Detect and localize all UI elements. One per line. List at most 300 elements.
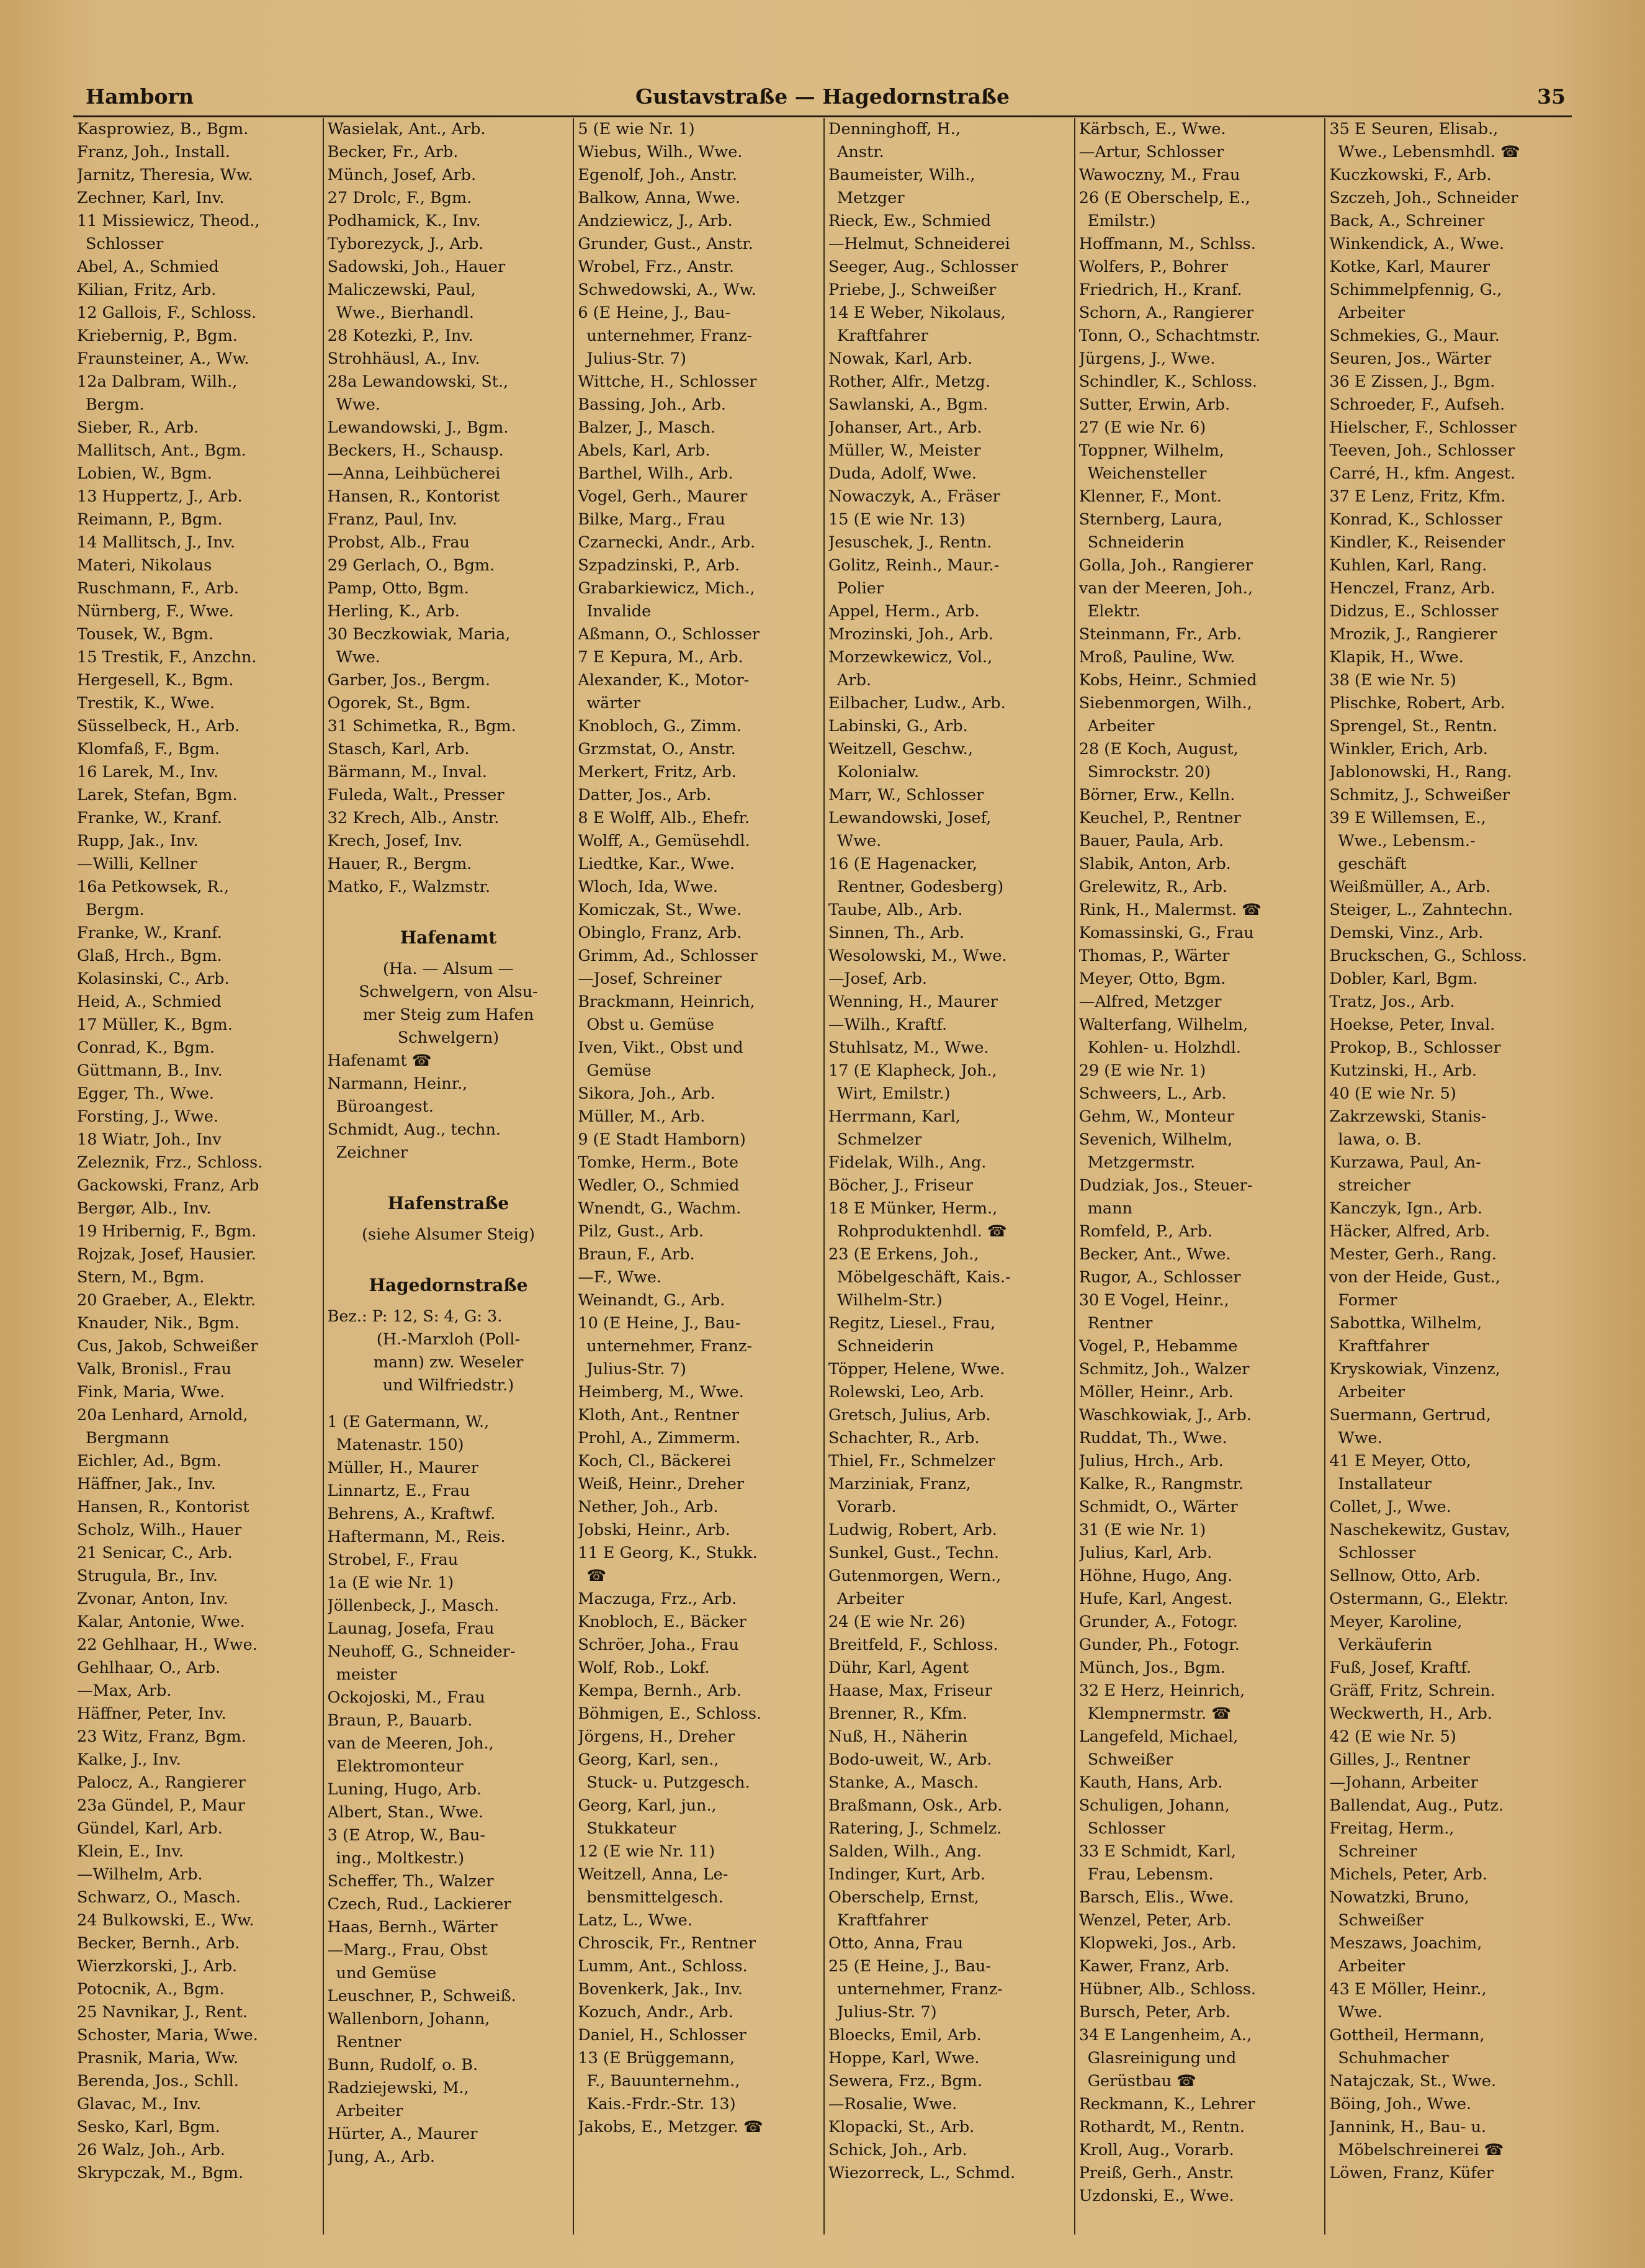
resident-entry: Szpadzinski, P., Arb.	[578, 556, 740, 575]
resident-entry: Sawlanski, A., Bgm.	[828, 395, 988, 414]
resident-entry: Kasprowiez, B., Bgm.	[77, 120, 249, 138]
resident-entry: Wasielak, Ant., Arb.	[327, 120, 486, 138]
resident-entry: Marr, W., Schlosser	[828, 786, 984, 804]
entry-continuation: Schlosser	[1338, 1544, 1416, 1562]
house-number-entry: 23a Gündel, P., Maur	[77, 1796, 245, 1815]
resident-entry: Wiezorreck, L., Schmd.	[828, 2164, 1016, 2182]
resident-entry: Obinglo, Franz, Arb.	[578, 924, 742, 942]
resident-entry: Kuhlen, Karl, Rang.	[1329, 556, 1487, 575]
resident-entry: Knobloch, E., Bäcker	[578, 1613, 746, 1631]
resident-entry: Larek, Stefan, Bgm.	[77, 786, 238, 804]
resident-entry: Häffner, Peter, Inv.	[77, 1704, 226, 1723]
resident-entry: Mallitsch, Ant., Bgm.	[77, 441, 246, 460]
house-number-entry: 39 E Willemsen, E.,	[1329, 809, 1486, 827]
house-number-entry: 25 Navnikar, J., Rent.	[77, 2003, 248, 2022]
house-number-entry: 8 E Wolff, Alb., Ehefr.	[578, 809, 750, 827]
resident-entry: Töpper, Helene, Wwe.	[828, 1360, 1005, 1379]
resident-entry: Sutter, Erwin, Arb.	[1078, 395, 1230, 414]
resident-entry: Heid, A., Schmied	[77, 992, 222, 1011]
resident-entry: Wolfers, P., Bohrer	[1078, 258, 1228, 276]
resident-entry: Münch, Josef, Arb.	[327, 166, 477, 184]
resident-entry: Balzer, J., Masch.	[578, 418, 716, 437]
resident-entry: Zeleznik, Frz., Schloss.	[77, 1153, 263, 1172]
resident-entry: Plischke, Robert, Arb.	[1329, 694, 1506, 713]
house-number-entry: 20 Graeber, A., Elektr.	[77, 1291, 256, 1310]
resident-entry: Sesko, Karl, Bgm.	[77, 2118, 220, 2136]
resident-entry: Klenner, F., Mont.	[1078, 487, 1222, 506]
resident-entry: Kriebernig, P., Bgm.	[77, 326, 238, 345]
house-number-entry: 20a Lenhard, Arnold,	[77, 1406, 248, 1424]
resident-entry: Albert, Stan., Wwe.	[327, 1803, 484, 1822]
resident-entry: Bovenkerk, Jak., Inv.	[578, 1980, 743, 1999]
resident-entry: Häcker, Alfred, Arb.	[1329, 1222, 1490, 1241]
resident-entry: Merkert, Fritz, Arb.	[578, 763, 737, 781]
resident-entry: Brackmann, Heinrich,	[578, 992, 755, 1011]
resident-entry: Rothardt, M., Rentn.	[1078, 2118, 1245, 2136]
resident-entry: Duda, Adolf, Wwe.	[828, 464, 977, 483]
resident-entry: Kroll, Aug., Vorarb.	[1078, 2141, 1234, 2159]
resident-entry: Pilz, Gust., Arb.	[578, 1222, 704, 1241]
entry-continuation: Arbeiter	[1338, 1383, 1405, 1402]
resident-entry: Naschekewitz, Gustav,	[1329, 1521, 1510, 1539]
house-number-entry: 30 Beczkowiak, Maria,	[327, 625, 511, 644]
resident-entry: Nowak, Karl, Arb.	[828, 349, 973, 368]
house-number-entry: 17 Müller, K., Bgm.	[77, 1015, 233, 1034]
resident-entry: Jannink, H., Bau- u.	[1329, 2118, 1487, 2136]
house-number-entry: 3 (E Atrop, W., Bau-	[327, 1826, 486, 1845]
resident-entry: Indinger, Kurt, Arb.	[828, 1865, 986, 1884]
entry-continuation: Wwe., Lebensm.-	[1338, 832, 1476, 850]
house-number-entry: 25 (E Heine, J., Bau-	[828, 1957, 991, 1976]
resident-entry: Mrozinski, Joh., Arb.	[828, 625, 993, 644]
resident-entry: Wolff, A., Gemüsehdl.	[578, 832, 750, 850]
resident-entry: Winkendick, A., Wwe.	[1329, 235, 1505, 253]
resident-entry: Ockojoski, M., Frau	[327, 1688, 485, 1707]
resident-entry: Stern, M., Bgm.	[77, 1268, 205, 1287]
entry-continuation: Rentner	[336, 2033, 401, 2051]
resident-entry: Güttmann, B., Inv.	[77, 1061, 223, 1080]
house-number-entry: 28a Lewandowski, St.,	[327, 372, 509, 391]
resident-entry: Schorn, A., Rangierer	[1078, 304, 1254, 322]
resident-entry: Bassing, Joh., Arb.	[578, 395, 726, 414]
resident-entry: Weiß, Heinr., Dreher	[578, 1475, 745, 1493]
resident-entry: Gottheil, Hermann,	[1329, 2026, 1485, 2045]
resident-entry: —Wilh., Kraftf.	[828, 1015, 948, 1034]
entry-continuation: Arbeiter	[1338, 304, 1405, 322]
resident-entry: —Marg., Frau, Obst	[327, 1941, 488, 1960]
resident-entry: Kotke, Karl, Maurer	[1329, 258, 1490, 276]
resident-entry: Bunn, Rudolf, o. B.	[327, 2056, 478, 2074]
resident-entry: —Wilhelm, Arb.	[77, 1865, 203, 1884]
resident-entry: Sunkel, Gust., Techn.	[828, 1544, 1000, 1562]
resident-entry: —Johann, Arbeiter	[1329, 1773, 1478, 1792]
resident-entry: Collet, J., Wwe.	[1329, 1498, 1451, 1516]
resident-entry: Schmidt, O., Wärter	[1078, 1498, 1238, 1516]
resident-entry: Schroeder, F., Aufseh.	[1329, 395, 1505, 414]
resident-entry: Radziejewski, M.,	[327, 2079, 469, 2097]
resident-entry: Luning, Hugo, Arb.	[327, 1780, 482, 1799]
resident-entry: Kuczkowski, F., Arb.	[1329, 166, 1492, 184]
resident-entry: Weitzell, Geschw.,	[828, 740, 973, 758]
entry-continuation: Schuhmacher	[1338, 2049, 1449, 2068]
resident-entry: Glavac, M., Inv.	[77, 2095, 202, 2113]
resident-entry: Carré, H., kfm. Angest.	[1329, 464, 1516, 483]
resident-entry: Matko, F., Walzmstr.	[327, 878, 491, 896]
entry-continuation: geschäft	[1338, 855, 1407, 873]
resident-entry: Breitfeld, F., Schloss.	[828, 1636, 998, 1654]
resident-entry: Barthel, Wilh., Arb.	[578, 464, 733, 483]
resident-entry: Dühr, Karl, Agent	[828, 1658, 969, 1677]
entry-continuation: Gemüse	[586, 1061, 652, 1080]
resident-entry: Teeven, Joh., Schlosser	[1329, 441, 1515, 460]
house-number-entry: 1a (E wie Nr. 1)	[327, 1573, 454, 1592]
spacer	[328, 1246, 570, 1260]
house-number-entry: 17 (E Klapheck, Joh.,	[828, 1061, 997, 1080]
column-5	[1075, 118, 1326, 2234]
directory-columns	[73, 118, 1575, 2234]
entry-continuation: Kolonialw.	[837, 763, 920, 781]
resident-entry: Garber, Jos., Bergm.	[327, 671, 491, 690]
resident-entry: Bloecks, Emil, Arb.	[828, 2026, 982, 2045]
resident-entry: Georg, Karl, jun.,	[578, 1796, 717, 1815]
resident-entry: Hoppe, Karl, Wwe.	[828, 2049, 980, 2068]
resident-entry: Glaß, Hrch., Bgm.	[77, 947, 222, 965]
entry-continuation: Rentner	[1087, 1314, 1153, 1333]
resident-entry: Süsselbeck, H., Arb.	[77, 717, 240, 736]
resident-entry: Kärbsch, E., Wwe.	[1078, 120, 1226, 138]
resident-entry: Franz, Joh., Install.	[77, 143, 230, 161]
resident-entry: Schmidt, Aug., techn.	[327, 1120, 501, 1139]
entry-continuation: Polier	[837, 579, 884, 598]
entry-continuation: meister	[336, 1665, 397, 1684]
resident-entry: Scheffer, Th., Walzer	[327, 1872, 494, 1891]
resident-entry: Gräff, Fritz, Schrein.	[1329, 1681, 1495, 1700]
resident-entry: Schimmelpfennig, G.,	[1329, 281, 1502, 299]
section-note: und Wilfriedstr.)	[382, 1376, 514, 1395]
column-3	[574, 118, 825, 2234]
resident-entry: Franke, W., Kranf.	[77, 924, 222, 942]
resident-entry: Bez.: P: 12, S: 4, G: 3.	[327, 1307, 503, 1326]
resident-entry: —F., Wwe.	[578, 1268, 662, 1287]
entry-continuation: ing., Moltkestr.)	[336, 1849, 465, 1868]
resident-entry: Wedler, O., Schmied	[578, 1176, 740, 1195]
resident-entry: Potocnik, A., Bgm.	[77, 1980, 225, 1999]
resident-entry: Siebenmorgen, Wilh.,	[1078, 694, 1252, 713]
resident-entry: Rolewski, Leo, Arb.	[828, 1383, 985, 1402]
resident-entry: Zechner, Karl, Inv.	[77, 189, 225, 207]
resident-entry: Eilbacher, Ludw., Arb.	[828, 694, 1006, 713]
entry-continuation: Schweißer	[1087, 1750, 1173, 1769]
resident-entry: Natajczak, St., Wwe.	[1329, 2072, 1497, 2090]
resident-entry: Wrobel, Frz., Anstr.	[578, 258, 735, 276]
resident-entry: Labinski, G., Arb.	[828, 717, 968, 736]
resident-entry: Kilian, Fritz, Arb.	[77, 281, 217, 299]
resident-entry: Materi, Nikolaus	[77, 556, 212, 575]
resident-entry: Romfeld, P., Arb.	[1078, 1222, 1212, 1241]
resident-entry: Klein, E., Inv.	[77, 1842, 184, 1861]
resident-entry: Hielscher, F., Schlosser	[1329, 418, 1517, 437]
entry-continuation: Kraftfahrer	[837, 326, 928, 345]
resident-entry: Cus, Jakob, Schweißer	[77, 1337, 258, 1356]
resident-entry: Tomke, Herm., Bote	[578, 1153, 739, 1172]
entry-continuation: streicher	[1338, 1176, 1411, 1195]
resident-entry: Jablonowski, H., Rang.	[1329, 763, 1512, 781]
resident-entry: —Artur, Schlosser	[1078, 143, 1224, 161]
resident-entry: Rink, H., Malermst. ☎	[1078, 901, 1262, 919]
resident-entry: Fuleda, Walt., Presser	[327, 786, 504, 804]
house-number-entry: 35 E Seuren, Elisab.,	[1329, 120, 1499, 138]
house-number-entry: 19 Hribernig, F., Bgm.	[77, 1222, 257, 1241]
entry-continuation: Obst u. Gemüse	[586, 1015, 714, 1034]
resident-entry: Börner, Erw., Kelln.	[1078, 786, 1235, 804]
house-number-entry: 23 (E Erkens, Joh.,	[828, 1245, 979, 1264]
resident-entry: Wawoczny, M., Frau	[1078, 166, 1240, 184]
resident-entry: Salden, Wilh., Ang.	[828, 1842, 982, 1861]
resident-entry: Grabarkiewicz, Mich.,	[578, 579, 755, 598]
entry-continuation: Wilhelm-Str.)	[837, 1291, 943, 1310]
resident-entry: Knauder, Nik., Bgm.	[77, 1314, 240, 1333]
entry-continuation: Arbeiter	[336, 2102, 403, 2120]
resident-entry: Müller, H., Maurer	[327, 1459, 478, 1477]
resident-entry: Denninghoff, H.,	[828, 120, 961, 138]
resident-entry: Herrmann, Karl,	[828, 1107, 961, 1126]
resident-entry: Maliczewski, Paul,	[327, 281, 476, 299]
resident-entry: Meszaws, Joachim,	[1329, 1934, 1482, 1953]
resident-entry: Strohhäusl, A., Inv.	[327, 349, 480, 368]
house-number-entry: 38 (E wie Nr. 5)	[1329, 671, 1456, 690]
entry-continuation: Schreiner	[1338, 1842, 1417, 1861]
resident-entry: Valk, Bronisl., Frau	[77, 1360, 232, 1379]
entry-continuation: Wwe., Lebensmhdl. ☎	[1338, 143, 1520, 161]
resident-entry: Otto, Anna, Frau	[828, 1934, 964, 1953]
resident-entry: Schoster, Maria, Wwe.	[77, 2026, 258, 2045]
resident-entry: Lumm, Ant., Schloss.	[578, 1957, 748, 1976]
entry-continuation: Wwe.	[837, 832, 882, 850]
resident-entry: Daniel, H., Schlosser	[578, 2026, 746, 2045]
resident-entry: —Anna, Leihbücherei	[327, 464, 501, 483]
resident-entry: Bruckschen, G., Schloss.	[1329, 947, 1527, 965]
entry-continuation: Elektromonteur	[336, 1757, 464, 1776]
resident-entry: Oberschelp, Ernst,	[828, 1888, 979, 1907]
resident-entry: Leuschner, P., Schweiß.	[327, 1987, 516, 2005]
entry-continuation: Stuck- u. Putzgesch.	[586, 1773, 750, 1792]
house-number-entry: 5 (E wie Nr. 1)	[578, 120, 695, 138]
resident-entry: Gehm, W., Monteur	[1078, 1107, 1234, 1126]
resident-entry: Berenda, Jos., Schll.	[77, 2072, 239, 2090]
resident-entry: Wloch, Ida, Wwe.	[578, 878, 719, 896]
resident-entry: Probst, Alb., Frau	[327, 533, 470, 552]
house-number-entry: 31 Schimetka, R., Bgm.	[327, 717, 516, 736]
resident-entry: Kobs, Heinr., Schmied	[1078, 671, 1257, 690]
resident-entry: Rugor, A., Schlosser	[1078, 1268, 1241, 1287]
resident-entry: Demski, Vinz., Arb.	[1329, 924, 1484, 942]
resident-entry: Becker, Fr., Arb.	[327, 143, 459, 161]
resident-entry: Bergør, Alb., Inv.	[77, 1199, 212, 1218]
resident-entry: Wenning, H., Maurer	[828, 992, 998, 1011]
resident-entry: Kloth, Ant., Rentner	[578, 1406, 739, 1424]
house-number-entry: 43 E Möller, Heinr.,	[1329, 1980, 1487, 1999]
resident-entry: Jesuschek, J., Rentn.	[828, 533, 992, 552]
section-heading: Hafenamt	[400, 927, 497, 948]
resident-entry: Seeger, Aug., Schlosser	[828, 258, 1018, 276]
resident-entry: Conrad, K., Bgm.	[77, 1038, 215, 1057]
resident-entry: Stuhlsatz, M., Wwe.	[828, 1038, 989, 1057]
resident-entry: Nuß, H., Näherin	[828, 1727, 968, 1746]
entry-continuation: Büroangest.	[336, 1097, 434, 1116]
resident-entry: Grelewitz, R., Arb.	[1078, 878, 1228, 896]
entry-continuation: Simrockstr. 20)	[1087, 763, 1211, 781]
resident-entry: Grzmstat, O., Anstr.	[578, 740, 736, 758]
resident-entry: Tyborezyck, J., Arb.	[327, 235, 484, 253]
house-number-entry: 29 Gerlach, O., Bgm.	[327, 556, 495, 575]
house-number-entry: 22 Gehlhaar, H., Wwe.	[77, 1636, 258, 1654]
resident-entry: Friedrich, H., Kranf.	[1078, 281, 1242, 299]
resident-entry: Barsch, Elis., Wwe.	[1078, 1888, 1234, 1907]
resident-entry: Reckmann, K., Lehrer	[1078, 2095, 1255, 2113]
house-number-entry: 31 (E wie Nr. 1)	[1078, 1521, 1206, 1539]
entry-continuation: Anstr.	[837, 143, 884, 161]
resident-entry: Hoekse, Peter, Inval.	[1329, 1015, 1495, 1034]
resident-entry: Lobien, W., Bgm.	[77, 464, 212, 483]
resident-entry: Balkow, Anna, Wwe.	[578, 189, 741, 207]
resident-entry: Grunder, Gust., Anstr.	[578, 235, 753, 253]
house-number-entry: 28 (E Koch, August,	[1078, 740, 1239, 758]
resident-entry: Kempa, Bernh., Arb.	[578, 1681, 742, 1700]
resident-entry: Schwarz, O., Masch.	[77, 1888, 241, 1907]
resident-entry: Hoffmann, M., Schlss.	[1078, 235, 1256, 253]
entry-continuation: und Gemüse	[336, 1964, 437, 1982]
resident-entry: Jarnitz, Theresia, Ww.	[77, 166, 253, 184]
resident-entry: Walterfang, Wilhelm,	[1078, 1015, 1248, 1034]
resident-entry: Czech, Rud., Lackierer	[327, 1895, 511, 1914]
house-number-entry: 29 (E wie Nr. 1)	[1078, 1061, 1206, 1080]
house-number-entry: 28 Kotezki, P., Inv.	[327, 326, 473, 345]
resident-entry: Hansen, R., Kontorist	[327, 487, 500, 506]
resident-entry: Suermann, Gertrud,	[1329, 1406, 1491, 1424]
resident-entry: Iven, Vikt., Obst und	[578, 1038, 743, 1057]
resident-entry: —Josef, Schreiner	[578, 970, 722, 988]
spacer	[328, 1397, 570, 1411]
resident-entry: Schuligen, Johann,	[1078, 1796, 1230, 1815]
resident-entry: Palocz, A., Rangierer	[77, 1773, 246, 1792]
resident-entry: Kauth, Hans, Arb.	[1078, 1773, 1223, 1792]
resident-entry: Kalke, R., Rangmstr.	[1078, 1475, 1244, 1493]
resident-entry: Tousek, W., Bgm.	[77, 625, 214, 644]
section-note: mer Steig zum Hafen	[362, 1006, 534, 1024]
resident-entry: Czarnecki, Andr., Arb.	[578, 533, 756, 552]
entry-continuation: unternehmer, Franz-	[837, 1980, 1003, 1999]
resident-entry: Schachter, R., Arb.	[828, 1429, 980, 1447]
resident-entry: Gehlhaar, O., Arb.	[77, 1658, 221, 1677]
entry-continuation: Zeichner	[336, 1143, 408, 1162]
resident-entry: Schmitz, Joh., Walzer	[1078, 1360, 1250, 1379]
resident-entry: Waschkowiak, J., Arb.	[1078, 1406, 1252, 1424]
resident-entry: Kalke, J., Inv.	[77, 1750, 181, 1769]
resident-entry: Lewandowski, J., Bgm.	[327, 418, 509, 437]
resident-entry: Strobel, F., Frau	[327, 1550, 459, 1569]
resident-entry: Jakobs, E., Metzger. ☎	[578, 2118, 763, 2136]
resident-entry: —Rosalie, Wwe.	[828, 2095, 957, 2113]
entry-continuation: Arb.	[837, 671, 872, 690]
resident-entry: Neuhoff, G., Schneider-	[327, 1642, 516, 1661]
resident-entry: Golla, Joh., Rangierer	[1078, 556, 1253, 575]
resident-entry: Bodo-uweit, W., Arb.	[828, 1750, 992, 1769]
entry-continuation: Rohproduktenhdl. ☎	[837, 1222, 1007, 1241]
house-number-entry: 27 (E wie Nr. 6)	[1078, 418, 1206, 437]
resident-entry: Hansen, R., Kontorist	[77, 1498, 249, 1516]
entry-continuation: Rentner, Godesberg)	[837, 878, 1004, 896]
resident-entry: Bursch, Peter, Arb.	[1078, 2003, 1231, 2022]
resident-entry: Schick, Joh., Arb.	[828, 2141, 967, 2159]
section-note: (siehe Alsumer Steig)	[362, 1225, 535, 1244]
resident-entry: Klopweki, Jos., Arb.	[1078, 1934, 1237, 1953]
resident-entry: Häffner, Jak., Inv.	[77, 1475, 216, 1493]
resident-entry: Böing, Joh., Wwe.	[1329, 2095, 1472, 2113]
entry-continuation: Schlosser	[1087, 1819, 1165, 1838]
resident-entry: Johanser, Art., Arb.	[828, 418, 982, 437]
resident-entry: Abel, A., Schmied	[77, 258, 219, 276]
resident-entry: Schindler, K., Schloss.	[1078, 372, 1257, 391]
resident-entry: van der Meeren, Joh.,	[1078, 579, 1253, 598]
resident-entry: Schmekies, G., Maur.	[1329, 326, 1500, 345]
entry-continuation: lawa, o. B.	[1338, 1130, 1422, 1149]
entry-continuation: Julius-Str. 7)	[586, 1360, 686, 1379]
house-number-entry: 13 Huppertz, J., Arb.	[77, 487, 243, 506]
entry-continuation: Wwe.	[1338, 2003, 1383, 2022]
resident-entry: Wiebus, Wilh., Wwe.	[578, 143, 743, 161]
house-number-entry: 37 E Lenz, Fritz, Kfm.	[1329, 487, 1506, 506]
spacer	[328, 899, 570, 912]
resident-entry: Krech, Josef, Inv.	[327, 832, 463, 850]
entry-continuation: Wwe.	[336, 395, 380, 414]
house-number-entry: 32 Krech, Alb., Anstr.	[327, 809, 500, 827]
section-note: (Ha. — Alsum —	[382, 960, 514, 978]
spacer	[328, 1164, 570, 1178]
resident-entry: Nowaczyk, A., Fräser	[828, 487, 1000, 506]
resident-entry: Julius, Karl, Arb.	[1078, 1544, 1212, 1562]
entry-continuation: Vorarb.	[837, 1498, 897, 1516]
resident-entry: Koch, Cl., Bäckerei	[578, 1452, 732, 1470]
resident-entry: Winkler, Erich, Arb.	[1329, 740, 1488, 758]
resident-entry: Müller, M., Arb.	[578, 1107, 706, 1126]
entry-continuation: Schneiderin	[1087, 533, 1185, 552]
resident-entry: Toppner, Wilhelm,	[1078, 441, 1224, 460]
entry-continuation: Arbeiter	[1087, 717, 1155, 736]
resident-entry: Henczel, Franz, Arb.	[1329, 579, 1495, 598]
resident-entry: Sevenich, Wilhelm,	[1078, 1130, 1233, 1149]
resident-entry: Stanke, A., Masch.	[828, 1773, 979, 1792]
entry-continuation: Schlosser	[86, 235, 164, 253]
house-number-entry: 41 E Meyer, Otto,	[1329, 1452, 1471, 1470]
page-header	[73, 79, 1572, 117]
entry-continuation: Julius-Str. 7)	[837, 2003, 937, 2022]
resident-entry: Gilles, J., Rentner	[1329, 1750, 1470, 1769]
house-number-entry: 9 (E Stadt Hamborn)	[578, 1130, 746, 1149]
resident-entry: Weckwerth, H., Arb.	[1329, 1704, 1492, 1723]
resident-entry: Kindler, K., Reisender	[1329, 533, 1505, 552]
entry-continuation: Installateur	[1338, 1475, 1432, 1493]
column-4	[825, 118, 1075, 2234]
resident-entry: Podhamick, K., Inv.	[327, 212, 481, 230]
resident-entry: Sabottka, Wilhelm,	[1329, 1314, 1482, 1333]
entry-continuation: Frau, Lebensm.	[1087, 1865, 1214, 1884]
resident-entry: Mester, Gerh., Rang.	[1329, 1245, 1497, 1264]
house-number-entry: 7 E Kepura, M., Arb.	[578, 648, 743, 667]
house-number-entry: 42 (E wie Nr. 5)	[1329, 1727, 1456, 1746]
resident-entry: Konrad, K., Schlosser	[1329, 510, 1502, 529]
resident-entry: Ballendat, Aug., Putz.	[1329, 1796, 1504, 1815]
resident-entry: Zakrzewski, Stanis-	[1329, 1107, 1487, 1126]
